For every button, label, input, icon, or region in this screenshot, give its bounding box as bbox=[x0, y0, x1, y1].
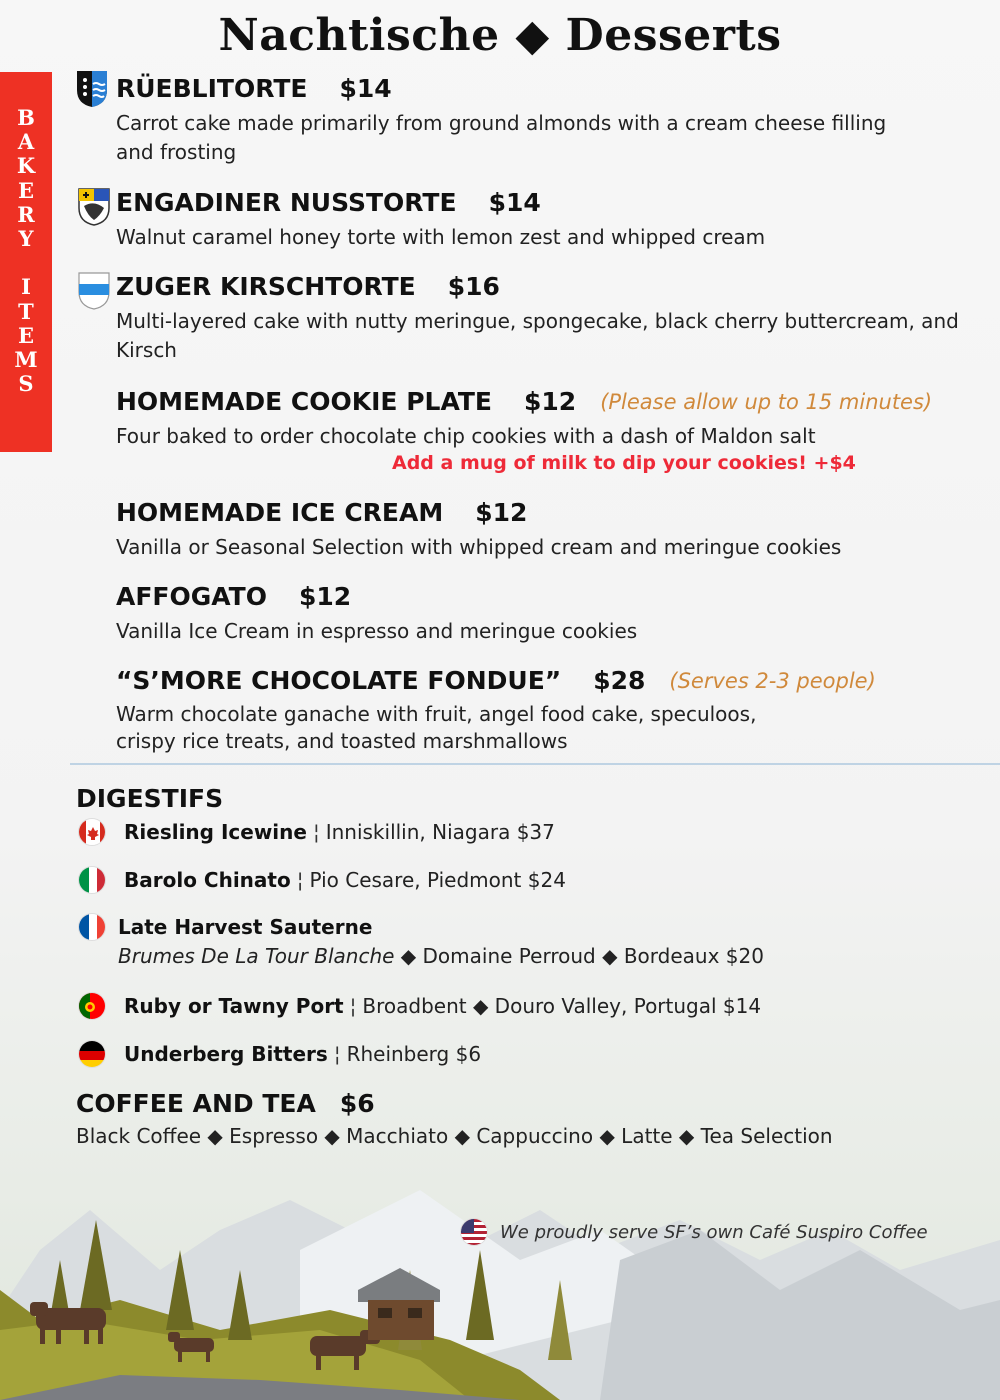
digestif-row bbox=[78, 992, 761, 1020]
graubunden-shield-icon bbox=[78, 188, 110, 226]
zug-shield-icon bbox=[78, 272, 110, 310]
digestif-subline bbox=[118, 944, 764, 968]
dessert-description: Walnut caramel honey torte with lemon zest and whipped cream bbox=[116, 225, 766, 249]
digestif-separator: ¦ bbox=[312, 820, 320, 844]
dessert-description bbox=[116, 701, 876, 755]
dessert-affogato bbox=[116, 582, 637, 646]
dessert-description: Vanilla or Seasonal Selection with whipped cream and meringue cookies bbox=[116, 535, 842, 559]
digestif-wine-name: Brumes De La Tour Blanche bbox=[118, 944, 395, 968]
germany-flag-icon bbox=[78, 1040, 106, 1068]
dessert-engadiner bbox=[116, 188, 765, 252]
dessert-name: RÜEBLITORTE bbox=[116, 74, 308, 103]
dessert-description: Carrot cake made primarily from ground almonds with a cream cheese filling and frosting bbox=[116, 111, 887, 164]
usa-flag-icon bbox=[460, 1218, 488, 1246]
digestifs-title: DIGESTIFS bbox=[76, 784, 224, 813]
dessert-name: AFFOGATO bbox=[116, 582, 267, 611]
dessert-note: (Please allow up to 15 minutes) bbox=[600, 389, 933, 414]
dessert-name: ENGADINER NUSSTORTE bbox=[116, 188, 457, 217]
dessert-name: HOMEMADE ICE CREAM bbox=[116, 498, 444, 527]
portugal-flag-icon bbox=[78, 992, 106, 1020]
bakery-items-tab bbox=[0, 72, 52, 452]
dessert-ice-cream bbox=[116, 498, 841, 562]
digestif-separator: ¦ bbox=[333, 1042, 341, 1066]
side-tab-label: B A K E R Y I T E M S bbox=[14, 105, 38, 397]
digestif-row bbox=[78, 1040, 481, 1068]
dessert-description: Multi-layered cake with nutty meringue, spongecake, black cherry buttercream, and Kirsch bbox=[116, 309, 959, 362]
digestif-detail: ◆ Domaine Perroud ◆ Bordeaux $20 bbox=[394, 944, 764, 968]
dessert-zuger bbox=[116, 272, 976, 365]
digestif-row bbox=[78, 913, 372, 941]
dessert-price: $12 bbox=[524, 387, 577, 416]
dessert-cookie-plate bbox=[116, 387, 932, 451]
dessert-ruebli bbox=[116, 74, 906, 167]
dessert-price: $14 bbox=[488, 188, 541, 217]
digestif-detail: Rheinberg $6 bbox=[346, 1042, 482, 1066]
dessert-description-line: crispy rice treats, and toasted marshmallows bbox=[116, 729, 568, 753]
dessert-description-line: Warm chocolate ganache with fruit, angel food cake, speculoos, bbox=[116, 702, 757, 726]
dessert-description: Vanilla Ice Cream in espresso and meringue cookies bbox=[116, 619, 638, 643]
milk-promo: Add a mug of milk to dip your cookies! +$4 bbox=[392, 452, 856, 474]
dessert-price: $14 bbox=[339, 74, 392, 103]
section-divider bbox=[70, 763, 1000, 765]
digestif-row bbox=[78, 866, 566, 894]
digestif-name: Riesling Icewine bbox=[124, 820, 307, 844]
dessert-fondue bbox=[116, 666, 876, 755]
digestif-row bbox=[78, 818, 555, 846]
france-flag-icon bbox=[78, 913, 106, 941]
coffee-title-text: COFFEE AND TEA bbox=[76, 1089, 316, 1118]
coffee-source-text: We proudly serve SF’s own Café Suspiro Coffee bbox=[500, 1221, 928, 1243]
coffee-source-note bbox=[460, 1218, 928, 1246]
dessert-name: HOMEMADE COOKIE PLATE bbox=[116, 387, 492, 416]
coffee-title bbox=[76, 1089, 375, 1118]
digestif-name: Ruby or Tawny Port bbox=[124, 994, 344, 1018]
coffee-list: Black Coffee ◆ Espresso ◆ Macchiato ◆ Cappuccino ◆ Latte ◆ Tea Selection bbox=[76, 1124, 833, 1148]
italy-flag-icon bbox=[78, 866, 106, 894]
canada-flag-icon bbox=[78, 818, 106, 846]
dessert-price: $16 bbox=[447, 272, 500, 301]
page-title: Nachtische ◆ Desserts bbox=[218, 10, 782, 61]
digestif-detail: Pio Cesare, Piedmont $24 bbox=[309, 868, 566, 892]
digestif-detail: Inniskillin, Niagara $37 bbox=[325, 820, 555, 844]
digestif-separator: ¦ bbox=[349, 994, 357, 1018]
digestif-name: Barolo Chinato bbox=[124, 868, 291, 892]
aargau-shield-icon bbox=[76, 70, 108, 108]
dessert-price: $28 bbox=[593, 666, 646, 695]
dessert-name: ZUGER KIRSCHTORTE bbox=[116, 272, 416, 301]
digestif-detail: Broadbent ◆ Douro Valley, Portugal $14 bbox=[362, 994, 762, 1018]
digestif-name: Late Harvest Sauterne bbox=[118, 915, 373, 939]
dessert-name: “S’MORE CHOCOLATE FONDUE” bbox=[116, 666, 562, 695]
dessert-description: Four baked to order chocolate chip cookies with a dash of Maldon salt bbox=[116, 424, 816, 448]
dessert-price: $12 bbox=[475, 498, 528, 527]
dessert-note: (Serves 2-3 people) bbox=[669, 668, 876, 693]
digestif-separator: ¦ bbox=[296, 868, 304, 892]
dessert-price: $12 bbox=[299, 582, 352, 611]
digestif-name: Underberg Bitters bbox=[124, 1042, 328, 1066]
coffee-price: $6 bbox=[339, 1089, 375, 1118]
